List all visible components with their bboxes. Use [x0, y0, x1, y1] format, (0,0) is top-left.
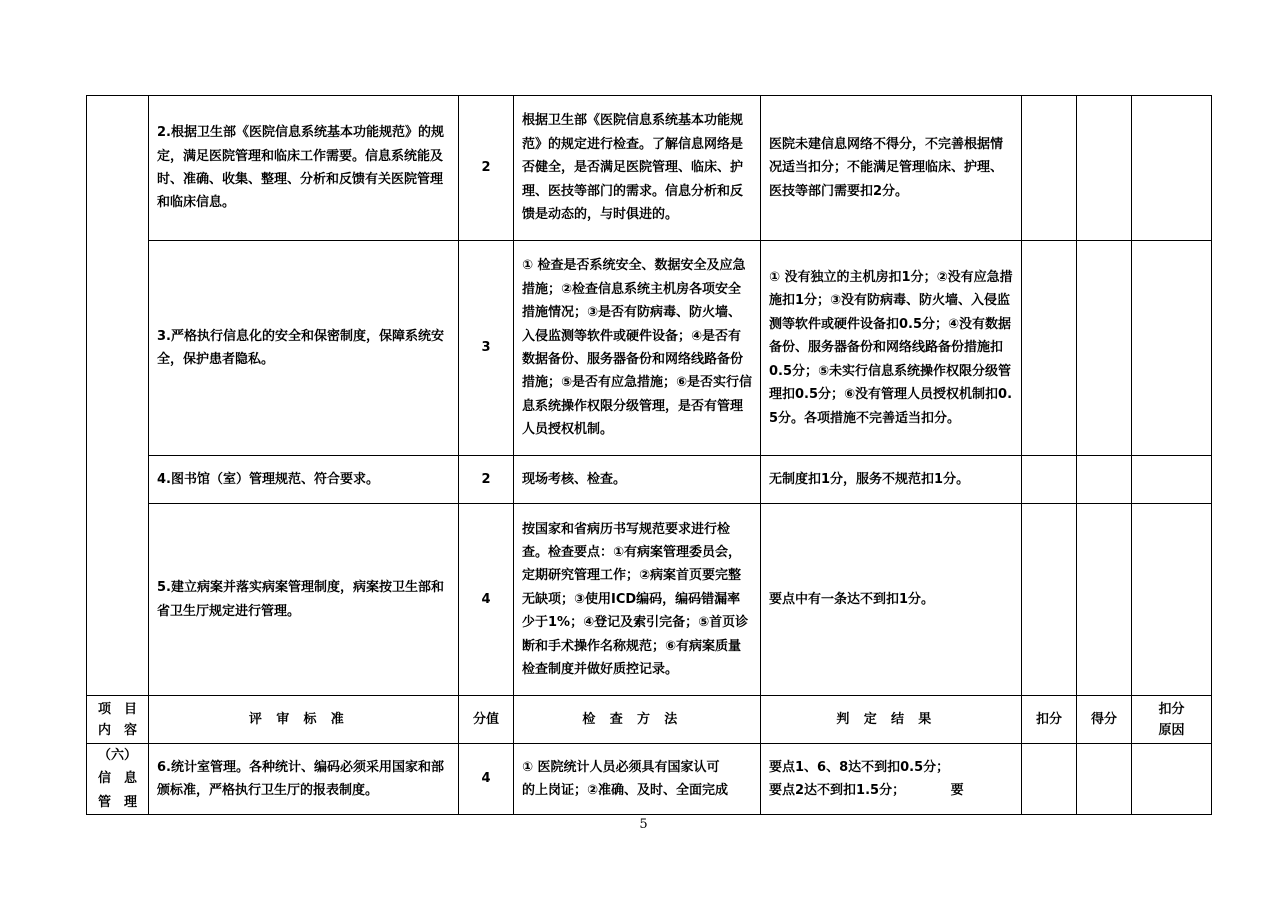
score-cell: 4: [459, 744, 514, 815]
obtained-cell: [1077, 744, 1132, 815]
reason-cell: [1132, 241, 1212, 456]
deduct-cell: [1022, 504, 1077, 696]
method-cell: 根据卫生部《医院信息系统基本功能规范》的规定进行检查。了解信息网络是否健全，是否满足医院管理、临床、护理、医技等部门的需求。信息分析和反馈是动态的，与时俱进的。: [514, 96, 761, 241]
header-reason-line1: 扣分: [1158, 701, 1185, 717]
table-row: [87, 96, 1212, 241]
obtained-cell: [1077, 96, 1132, 241]
method-line2: 的上岗证；②准确、及时、全面完成: [522, 783, 729, 799]
header-result: 判定结果: [761, 696, 1022, 744]
score-cell: 2: [459, 456, 514, 504]
table-row: [87, 744, 1212, 815]
evaluation-table: [86, 95, 1212, 815]
category-line2: 信 息: [97, 771, 137, 787]
header-category-line1: 项 目: [97, 701, 137, 717]
standard-cell: 2.根据卫生部《医院信息系统基本功能规范》的规定，满足医院管理和临床工作需要。信息系统能及时、准确、收集、整理、分析和反馈有关医院管理和临床信息。: [149, 96, 459, 241]
reason-cell: [1132, 504, 1212, 696]
score-cell: 2: [459, 96, 514, 241]
header-reason: [1132, 696, 1212, 744]
obtained-cell: [1077, 504, 1132, 696]
header-category: [87, 696, 149, 744]
standard-cell: 5.建立病案并落实病案管理制度，病案按卫生部和省卫生厅规定进行管理。: [149, 504, 459, 696]
result-cell: 医院未建信息网络不得分，不完善根据情况适当扣分；不能满足管理临床、护理、医技等部门需要扣2分。: [761, 96, 1022, 241]
table-row: [87, 241, 1212, 456]
table-row: [87, 456, 1212, 504]
category-line3: 管 理: [97, 794, 137, 810]
obtained-cell: [1077, 241, 1132, 456]
header-score: 分值: [459, 696, 514, 744]
header-category-line2: 内 容: [97, 722, 137, 738]
method-line1: ① 医院统计人员必须具有国家认可: [522, 759, 720, 775]
method-cell: 按国家和省病历书写规范要求进行检查。检查要点：①有病案管理委员会，定期研究管理工作；②病案首页要完整无缺项；③使用ICD编码，编码错漏率少于1%；④登记及索引完备；⑤首页诊断和手术操作名称规范；⑥有病案质量检查制度并做好质控记录。: [514, 504, 761, 696]
result-line1: 要点1、6、8达不到扣0.5分；: [769, 759, 950, 775]
table-row: [87, 504, 1212, 696]
deduct-cell: [1022, 96, 1077, 241]
standard-cell: 3.严格执行信息化的安全和保密制度，保障系统安全，保护患者隐私。: [149, 241, 459, 456]
standard-cell: 4.图书馆（室）管理规范、符合要求。: [149, 456, 459, 504]
score-cell: 4: [459, 504, 514, 696]
reason-cell: [1132, 744, 1212, 815]
deduct-cell: [1022, 241, 1077, 456]
reason-cell: [1132, 456, 1212, 504]
result-cell: 无制度扣1分，服务不规范扣1分。: [761, 456, 1022, 504]
reason-cell: [1132, 96, 1212, 241]
header-method: 检查方法: [514, 696, 761, 744]
header-deduct: 扣分: [1022, 696, 1077, 744]
method-cell: [514, 744, 761, 815]
deduct-cell: [1022, 456, 1077, 504]
category-line1: （六）: [97, 748, 137, 763]
header-standard: 评审标准: [149, 696, 459, 744]
score-cell: 3: [459, 241, 514, 456]
header-row: [87, 696, 1212, 744]
method-cell: 现场考核、检查。: [514, 456, 761, 504]
result-cell: [761, 744, 1022, 815]
result-cell: 要点中有一条达不到扣1分。: [761, 504, 1022, 696]
header-reason-line2: 原因: [1158, 722, 1185, 738]
obtained-cell: [1077, 456, 1132, 504]
header-obtained: 得分: [1077, 696, 1132, 744]
page-number: 5: [639, 817, 648, 832]
category-cell: [87, 744, 149, 815]
result-line2: 要点2达不到扣1.5分； 要: [769, 783, 964, 799]
category-cell-blank: [87, 96, 149, 696]
standard-cell: 6.统计室管理。各种统计、编码必须采用国家和部颁标准，严格执行卫生厅的报表制度。: [149, 744, 459, 815]
method-cell: ① 检查是否系统安全、数据安全及应急措施；②检查信息系统主机房各项安全措施情况；③是否有防病毒、防火墙、入侵监测等软件或硬件设备；④是否有数据备份、服务器备份和网络线路备份措施；⑤是否有应急措施；⑥是否实行信息系统操作权限分级管理，是否有管理人员授权机制。: [514, 241, 761, 456]
deduct-cell: [1022, 744, 1077, 815]
result-cell: ① 没有独立的主机房扣1分；②没有应急措施扣1分；③没有防病毒、防火墙、入侵监测等软件或硬件设备扣0.5分；④没有数据备份、服务器备份和网络线路备份措施扣0.5分；⑤未实行信息系统操作权限分级管理扣0.5分；⑥没有管理人员授权机制扣0.5分。各项措施不完善适当扣分。: [761, 241, 1022, 456]
